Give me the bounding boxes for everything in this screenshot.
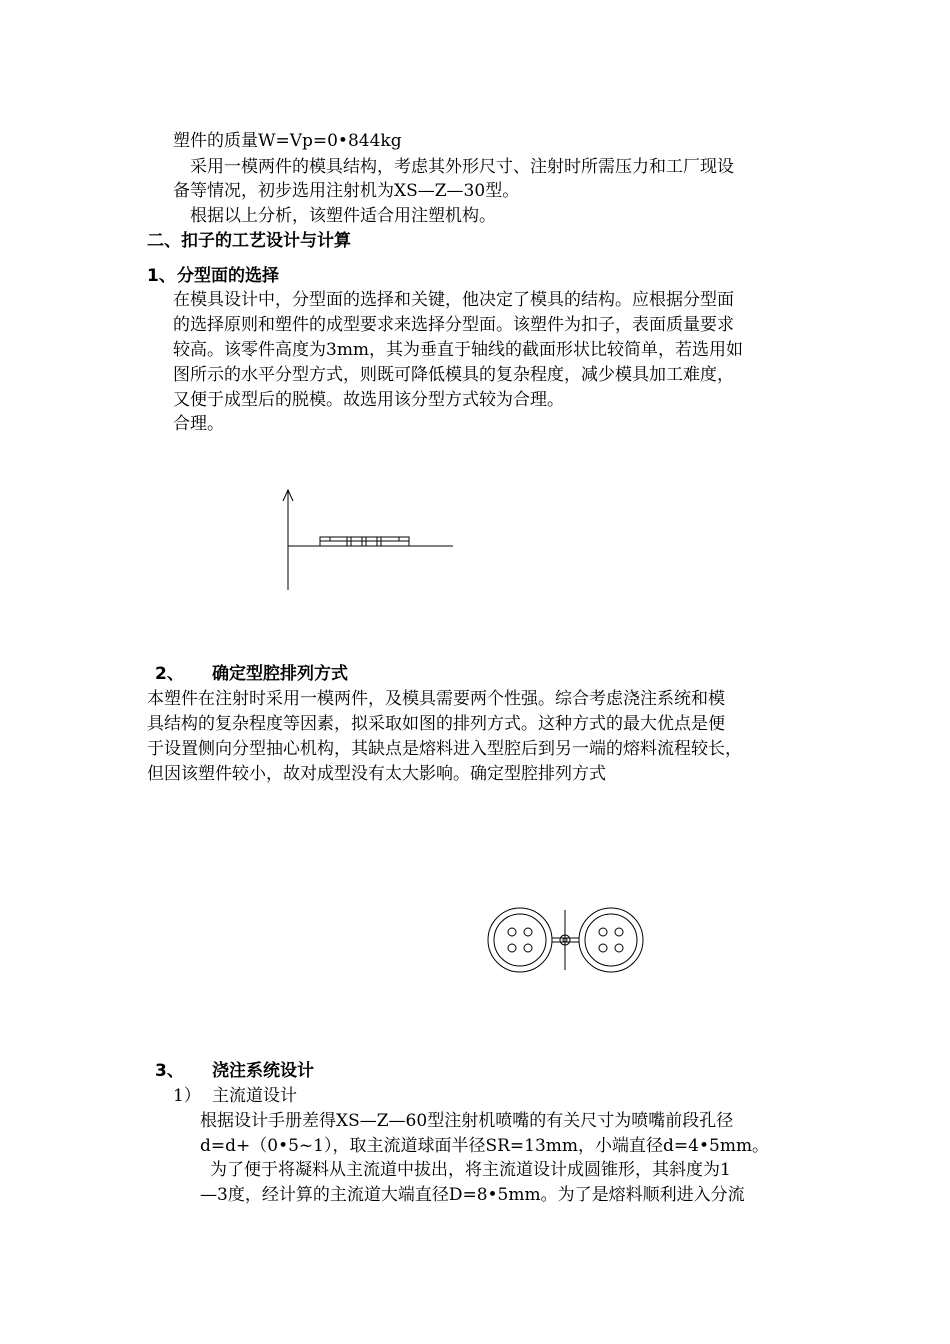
parting-line-2: 的选择原则和塑件的成型要求来选择分型面。该塑件为扣子，表面质量要求	[173, 315, 734, 335]
parting-line-5: 又便于成型后的脱模。故选用该分型方式较为合理。	[173, 390, 564, 410]
button-hole-icon	[524, 928, 532, 936]
button-hole-icon	[615, 944, 623, 952]
button-hole-icon	[599, 928, 607, 936]
button-hole-icon	[524, 944, 532, 952]
cavity-layout-figure	[488, 908, 643, 972]
sprue-line-4: —3度，经计算的主流道大端直径D=8•5mm。为了是熔料顺利进入分流	[200, 1185, 745, 1205]
section-2-heading: 二、扣子的工艺设计与计算	[147, 231, 351, 251]
heading-2-title: 确定型腔排列方式	[212, 664, 348, 684]
button-hole-icon	[599, 944, 607, 952]
parting-line-3: 较高。该零件高度为3mm，其为垂直于轴线的截面形状比较简单，若选用如	[173, 340, 744, 360]
heading-1-number: 1、	[147, 266, 176, 286]
parting-surface-figure	[283, 490, 453, 590]
parting-line-4: 图所示的水平分型方式，则既可降低模具的复杂程度，减少模具加工难度，	[173, 365, 734, 385]
cavity-right-inner	[585, 914, 637, 966]
parting-line-6: 合理。	[173, 414, 224, 434]
button-hole-icon	[508, 944, 516, 952]
button-hole-icon	[615, 928, 623, 936]
button-hole-icon	[508, 928, 516, 936]
cavity-left-outer	[488, 908, 552, 972]
cavity-line-4: 但因该塑件较小，故对成型没有太大影响。确定型腔排列方式	[147, 764, 606, 784]
heading-3-number: 3、	[155, 1061, 184, 1081]
heading-2-number: 2、	[155, 664, 184, 684]
cavity-left-inner	[494, 914, 546, 966]
subheading-1-number: 1）	[173, 1086, 201, 1106]
cavity-line-3: 于设置侧向分型抽心机构，其缺点是熔料进入型腔后到另一端的熔料流程较长，	[147, 739, 742, 759]
mold-structure-line-2: 备等情况，初步选用注射机为XS—Z—30型。	[173, 181, 520, 201]
heading-1-title: 分型面的选择	[177, 266, 279, 286]
cavity-right-outer	[579, 908, 643, 972]
mold-structure-line-1: 采用一模两件的模具结构，考虑其外形尺寸、注射时所需压力和工厂现设	[190, 157, 734, 177]
parting-line-1: 在模具设计中，分型面的选择和关键，他决定了模具的结构。应根据分型面	[173, 290, 734, 310]
sprue-line-2: d=d+（0•5~1），取主流道球面半径SR=13mm，小端直径d=4•5mm。	[200, 1136, 770, 1156]
mass-line: 塑件的质量W=Vp=0•844kg	[173, 131, 402, 151]
sprue-line-1: 根据设计手册差得XS—Z—60型注射机喷嘴的有关尺寸为喷嘴前段孔径	[200, 1111, 734, 1131]
analysis-line: 根据以上分析，该塑件适合用注塑机构。	[190, 206, 496, 226]
sprue-line-3: 为了便于将凝料从主流道中拔出，将主流道设计成圆锥形，其斜度为1	[210, 1160, 731, 1180]
cavity-line-1: 本塑件在注射时采用一模两件，及模具需要两个性强。综合考虑浇注系统和模	[147, 689, 725, 709]
heading-3-title: 浇注系统设计	[212, 1061, 314, 1081]
cavity-line-2: 具结构的复杂程度等因素，拟采取如图的排列方式。这种方式的最大优点是便	[147, 714, 725, 734]
subheading-1-title: 主流道设计	[212, 1086, 297, 1106]
